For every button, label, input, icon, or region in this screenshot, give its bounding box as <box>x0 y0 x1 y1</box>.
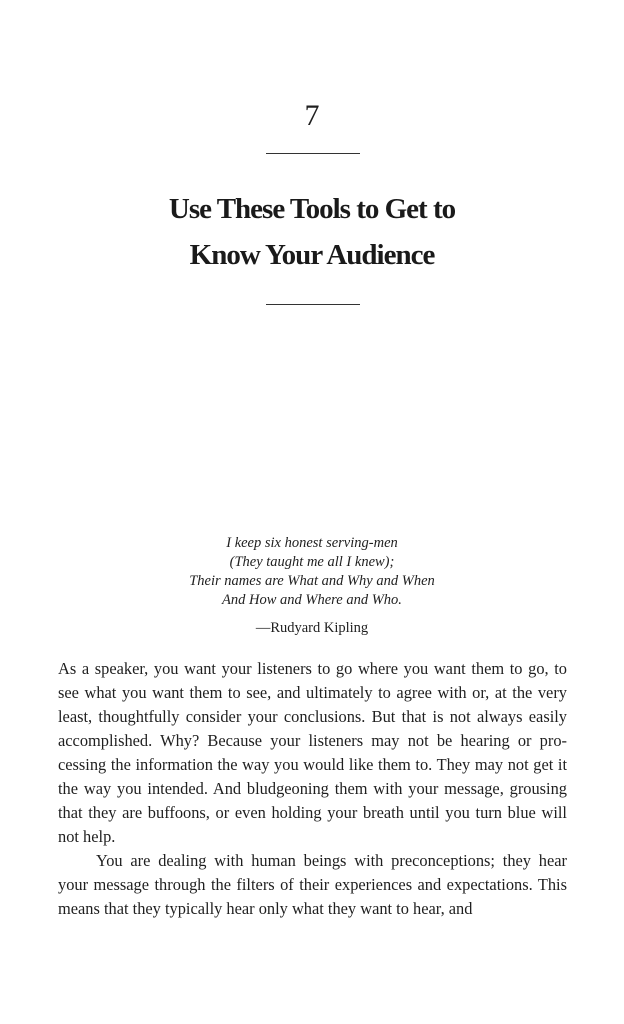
epigraph-line: Their names are What and Why and When <box>189 573 435 589</box>
body-paragraph-2: You are dealing with human beings with preconceptions; they hear your message through the filters of their experiences and expectations. This means that they typically hear only what they want to hear, and <box>58 851 567 918</box>
chapter-title-line-1: Use These Tools to Get to <box>168 193 456 225</box>
bottom-divider <box>266 304 360 305</box>
body-paragraph-1: As a speaker, you want your listeners to go where you want them to go, to see what you want them to see, and ultimately to agree with or, at the very least, thoughtfully consider your conclusions. But that is not always easily accomplished. Why? Because your listeners may not be hearing or processing the information the way you would like them to. They may not get it the way you intended. And bludgeoning them with your message, grousing that they are buffoons, or even holding your breath until you turn blue will not help. <box>58 659 567 846</box>
epigraph <box>0 534 624 638</box>
epigraph-line: I keep six honest serving-men <box>226 535 398 551</box>
chapter-title <box>0 186 624 278</box>
epigraph-line: (They taught me all I knew); <box>229 554 395 570</box>
body-text <box>58 657 567 921</box>
epigraph-line: And How and Where and Who. <box>222 592 402 608</box>
epigraph-attribution: —Rudyard Kipling <box>255 620 369 636</box>
top-divider <box>266 153 360 154</box>
chapter-number: 7 <box>304 99 320 132</box>
chapter-title-line-2: Know Your Audience <box>189 239 435 271</box>
